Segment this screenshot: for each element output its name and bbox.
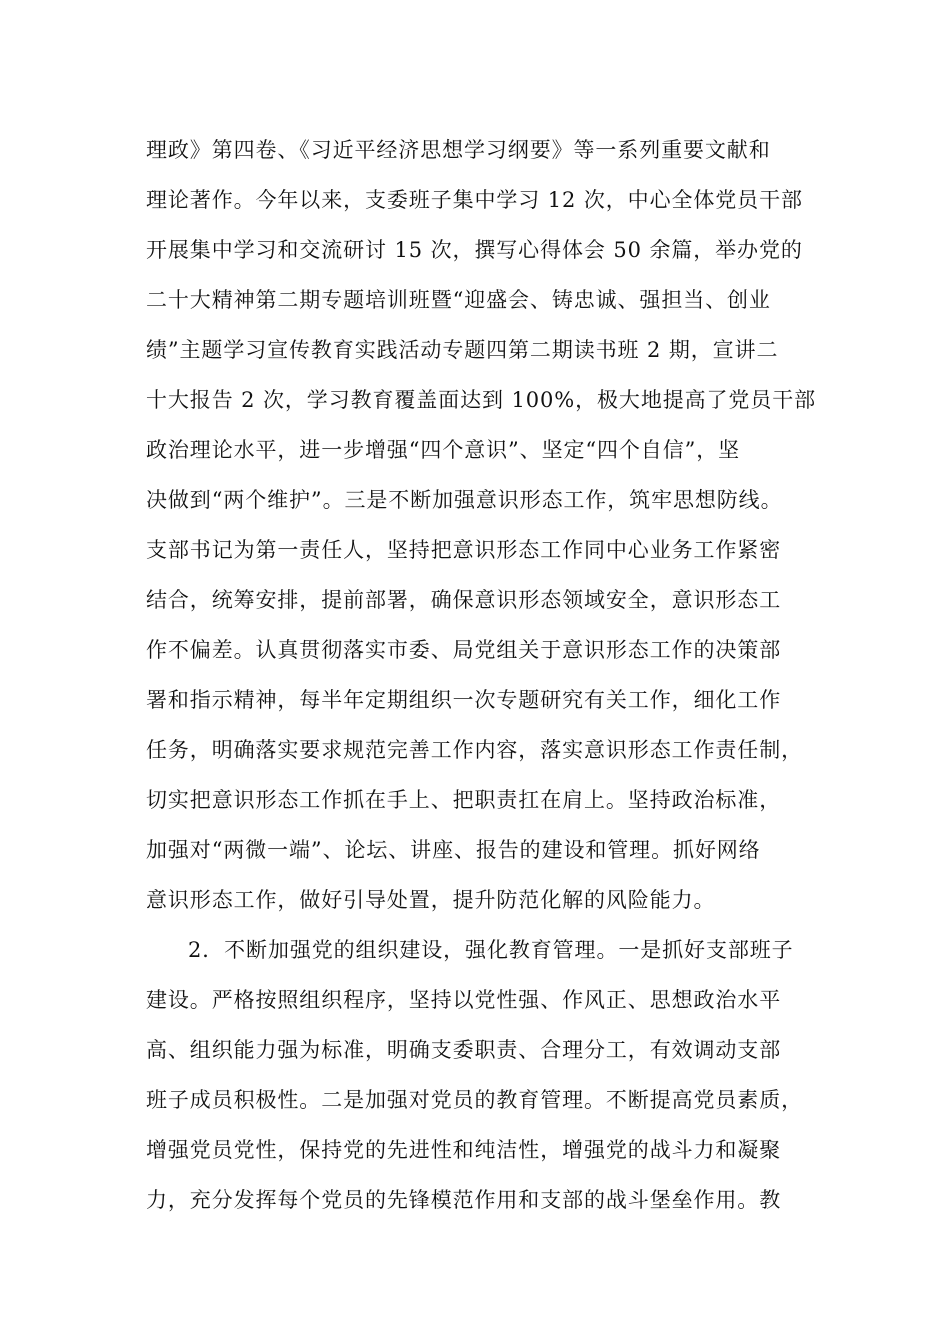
text-line: 绩”主题学习宣传教育实践活动专题四第二期读书班 2 期，宣讲二 — [146, 338, 779, 362]
text-line: 加强对“两微一端”、论坛、讲座、报告的建设和管理。抓好网络 — [146, 838, 761, 862]
text-line: 力，充分发挥每个党员的先锋模范作用和支部的战斗堡垒作用。教 — [146, 1188, 782, 1212]
text-line: 署和指示精神，每半年定期组织一次专题研究有关工作，细化工作 — [146, 688, 782, 712]
text-line: 理论著作。今年以来，支委班子集中学习 12 次，中心全体党员干部 — [146, 188, 803, 212]
body-text — [146, 135, 826, 1235]
text-line: 理政》第四卷、《习近平经济思想学习纲要》等一系列重要文献和 — [146, 138, 771, 162]
text-line: 任务，明确落实要求规范完善工作内容，落实意识形态工作责任制， — [146, 738, 803, 762]
text-line: 作不偏差。认真贯彻落实市委、局党组关于意识形态工作的决策部 — [146, 638, 782, 662]
text-line: 班子成员积极性。二是加强对党员的教育管理。不断提高党员素质， — [146, 1088, 803, 1112]
text-line: 决做到“两个维护”。三是不断加强意识形态工作，筑牢思想防线。 — [146, 488, 783, 512]
text-line: 十大报告 2 次，学习教育覆盖面达到 100%，极大地提高了党员干部 — [146, 388, 817, 412]
text-line: 二十大精神第二期专题培训班暨“迎盛会、铸忠诚、强担当、创业 — [146, 288, 771, 312]
text-line: 建设。严格按照组织程序，坚持以党性强、作风正、思想政治水平 — [146, 988, 782, 1012]
text-line: 支部书记为第一责任人，坚持把意识形态工作同中心业务工作紧密 — [146, 538, 782, 562]
text-line: 高、组织能力强为标准，明确支委职责、合理分工，有效调动支部 — [146, 1038, 782, 1062]
text-line: 结合，统筹安排，提前部署，确保意识形态领域安全，意识形态工 — [146, 588, 782, 612]
text-line: 开展集中学习和交流研讨 15 次，撰写心得体会 50 余篇，举办党的 — [146, 238, 803, 262]
text-line: 2．不断加强党的组织建设，强化教育管理。一是抓好支部班子 — [188, 938, 794, 962]
text-line: 增强党员党性，保持党的先进性和纯洁性，增强党的战斗力和凝聚 — [146, 1138, 782, 1162]
text-line: 切实把意识形态工作抓在手上、把职责扛在肩上。坚持政治标准， — [146, 788, 782, 812]
text-line: 政治理论水平，进一步增强“四个意识”、坚定“四个自信”，坚 — [146, 438, 741, 462]
text-line: 意识形态工作，做好引导处置，提升防范化解的风险能力。 — [146, 888, 716, 912]
